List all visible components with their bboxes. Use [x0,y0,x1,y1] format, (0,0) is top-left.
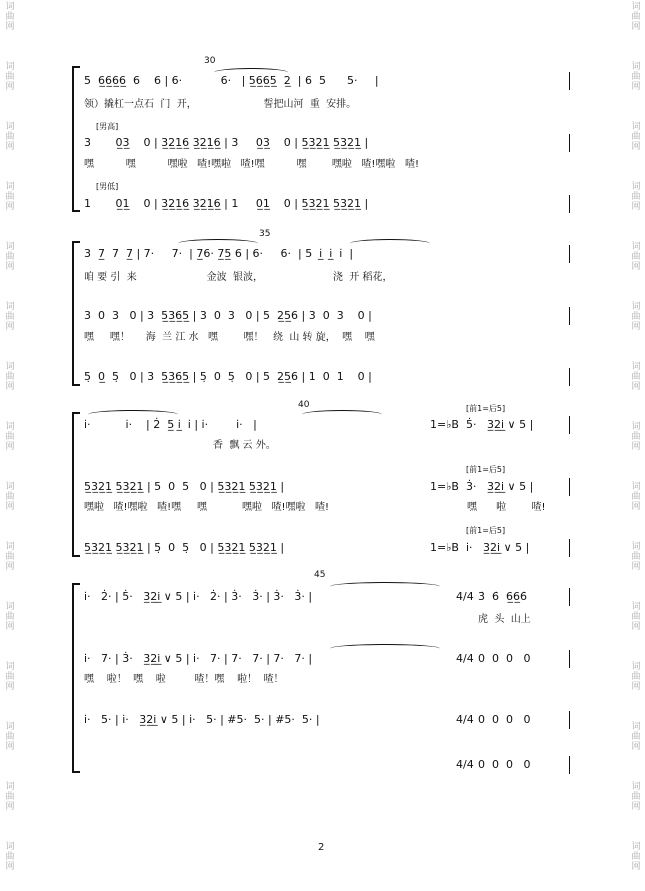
tenor-lyric-line: 嘿 嘿 嘿啦 喳!嘿啦 喳!嘿 嘿 嘿啦 喳!嘿啦 喳! [84,159,419,170]
watermark-char: 词 [5,662,15,672]
key-change-note: [前1=后5] [466,404,506,413]
watermark-char: 网 [5,382,15,392]
watermark-char: 曲 [631,72,641,82]
watermark-char: 网 [5,262,15,272]
watermark-char: 词 [5,542,15,552]
page-number: 2 [318,842,325,853]
system-brace [72,66,74,212]
watermark-left [4,2,16,32]
watermark-char: 曲 [5,432,15,442]
watermark-char: 词 [5,602,15,612]
extra-rest-bar: 0 0 0 0 [478,758,531,771]
watermark-char: 词 [631,842,641,852]
tie-arc [302,410,382,419]
watermark-char: 词 [5,242,15,252]
watermark-left [4,362,16,392]
watermark-char: 网 [631,802,641,812]
lyric-line: 虎 头 山上 [478,614,531,625]
key-change: 1=♭B [430,541,459,554]
watermark-right [630,362,642,392]
tenor-lyric-line: 嘿 啦！ 嘿 啦 喳！嘿 啦！ 喳！ [84,674,284,685]
watermark-char: 曲 [5,12,15,22]
watermark-char: 曲 [631,432,641,442]
time-signature: 4/4 [456,713,474,726]
watermark-char: 曲 [631,732,641,742]
watermark-char: 曲 [5,492,15,502]
watermark-char: 词 [5,122,15,132]
watermark-char: 曲 [5,72,15,82]
tenor-lyric-line: 嘿啦 喳!嘿啦 喳!嘿 嘿 嘿啦 喳!嘿啦 喳! [84,502,330,513]
watermark-char: 词 [631,542,641,552]
tenor-line: 5̲3̲2̲1̲ 5̲3̲2̲1̲ | 5 0 5 0 | 5̲3̲2̲1̲ 5̲3̲2̲1̲ | [84,480,285,493]
watermark-char: 曲 [631,612,641,622]
watermark-char: 网 [631,202,641,212]
bass-line: 5̣ 0̲ 5̣ 0 | 3 5̲3̲6̲5̲ | 5̣ 0 5̣ 0 | 5 2̲5̲6 | 1 0 1 0 | [84,370,372,383]
watermark-left [4,602,16,632]
watermark-char: 网 [5,502,15,512]
watermark-right [630,302,642,332]
time-signature: 4/4 [456,652,474,665]
watermark-left [4,722,16,752]
time-signature: 4/4 [456,758,474,771]
watermark-right [630,482,642,512]
voice-tag-male-high: [男高] [96,122,119,131]
watermark-char: 网 [631,682,641,692]
watermark-left [4,122,16,152]
watermark-char: 词 [5,2,15,12]
watermark-char: 网 [5,862,15,872]
measure-number: 45 [314,570,326,580]
tie-arc [330,644,440,653]
tenor-lyric-line: 嘿 嘿！ 海 兰 江 水 嘿 嘿！ 绕 山 转 旋， 嘿 嘿 [84,332,375,343]
bass-line: 5̲3̲2̲1̲ 5̲3̲2̲1̲ | 5̣ 0 5̣ 0 | 5̲3̲2̲1̲ 5̲3̲2̲1̲ | [84,541,285,554]
watermark-char: 曲 [5,852,15,862]
watermark-right [630,722,642,752]
watermark-char: 词 [631,302,641,312]
melody-after-key: 5̇· 3̲2̲i̲ ∨ 5 | [466,418,534,431]
watermark-char: 词 [5,842,15,852]
watermark-char: 词 [5,182,15,192]
tie-arc [178,239,258,248]
barline [569,539,570,557]
watermark-char: 网 [5,142,15,152]
barline [569,134,570,152]
watermark-char: 曲 [631,12,641,22]
melody-line: i̇· i̇· | 2̇ 5̲ i̲̇ i̇ | i̇· i̇· | [84,418,257,431]
barline [569,195,570,213]
barline [569,588,570,606]
measure-number: 30 [204,56,216,66]
watermark-char: 网 [631,262,641,272]
barline [569,307,570,325]
watermark-char: 网 [631,622,641,632]
watermark-left [4,482,16,512]
watermark-char: 网 [5,562,15,572]
watermark-char: 网 [631,562,641,572]
key-change-note: [前1=后5] [466,465,506,474]
tenor-line: i̇· 7· | 3̇· 3̲2̲i̲ ∨ 5 | i̇· 7· | 7· 7· | 7· 7· | [84,652,313,665]
tenor-lyric-after-key: 嘿 啦 喳! [467,502,546,513]
watermark-char: 词 [631,62,641,72]
system-brace [72,241,74,386]
bass-line: 1 0̲1̲ 0 | 3̲2̲1̲6̲ 3̲2̲1̲6̲ | 1 0̲1̲ 0 | 5̲3̲2̲1̲ 5̲3̲2̲1̲ | [84,197,369,210]
barline [569,368,570,386]
tie-arc [350,239,430,248]
voice-tag-male-low: [男低] [96,182,119,191]
lyric-line: 香 飘 云 外。 [213,440,276,451]
time-signature: 4/4 [456,590,474,603]
watermark-right [630,122,642,152]
melody-line: 5 6̲6̲6̲6̲ 6 6 | 6· 6· | 5̲6̲6̲5̲ 2̲ | 6 5 5· | [84,74,379,87]
barline [569,72,570,90]
watermark-char: 词 [5,62,15,72]
watermark-right [630,62,642,92]
watermark-char: 网 [631,82,641,92]
watermark-char: 曲 [5,672,15,682]
watermark-char: 曲 [5,312,15,322]
watermark-char: 词 [631,122,641,132]
system-brace [72,583,74,773]
barline [569,245,570,263]
watermark-right [630,662,642,692]
watermark-char: 曲 [5,132,15,142]
barline [569,650,570,668]
watermark-char: 曲 [5,372,15,382]
watermark-left [4,242,16,272]
watermark-char: 网 [631,502,641,512]
watermark-char: 网 [5,442,15,452]
watermark-char: 曲 [5,552,15,562]
watermark-char: 词 [5,362,15,372]
watermark-right [630,242,642,272]
watermark-right [630,602,642,632]
watermark-char: 词 [631,242,641,252]
watermark-char: 词 [631,662,641,672]
watermark-char: 词 [631,602,641,612]
watermark-char: 网 [631,322,641,332]
watermark-char: 网 [5,322,15,332]
watermark-char: 曲 [631,372,641,382]
watermark-char: 曲 [631,852,641,862]
tie-arc [330,582,440,591]
watermark-right [630,542,642,572]
watermark-char: 词 [631,182,641,192]
bass-after-key: i̇· 3̲2̲i̲ ∨ 5 | [466,541,530,554]
melody-line-end: 3̇ 6̇ 6̲6̲6̇ [478,590,527,603]
watermark-char: 曲 [5,192,15,202]
barline [569,416,570,434]
watermark-left [4,782,16,812]
tenor-line: 3 0 3 0 | 3 5̲3̲6̲5̲ | 3 0 3 0 | 5 2̲5̲6 | 3 0 3 0 | [84,309,372,322]
watermark-char: 曲 [5,612,15,622]
barline [569,711,570,729]
watermark-char: 网 [5,82,15,92]
watermark-right [630,182,642,212]
watermark-char: 网 [631,382,641,392]
watermark-char: 词 [631,782,641,792]
watermark-char: 词 [5,422,15,432]
lyric-line: 领）撬杠一点石 门 开， 誓把山河 重 安排。 [84,99,357,110]
watermark-char: 网 [5,742,15,752]
watermark-char: 网 [5,202,15,212]
watermark-char: 网 [5,22,15,32]
watermark-char: 网 [5,802,15,812]
measure-number: 35 [259,229,271,239]
melody-line: 3 7̲ 7 7̲ | 7· 7· | 7̲6· 7̲5̲ 6 | 6· 6· | 5 i̲̇ i̲̇ i̇ | [84,247,354,260]
watermark-char: 词 [5,482,15,492]
watermark-left [4,182,16,212]
watermark-left [4,542,16,572]
watermark-left [4,62,16,92]
watermark-left [4,302,16,332]
barline [569,478,570,496]
watermark-char: 词 [631,2,641,12]
watermark-char: 词 [5,722,15,732]
tenor-rest-bar: 0 0 0 0 [478,652,531,665]
watermark-right [630,422,642,452]
watermark-char: 网 [631,742,641,752]
system-brace [72,412,74,557]
key-change: 1=♭B [430,418,459,431]
key-change-note: [前1=后5] [466,526,506,535]
watermark-char: 网 [631,442,641,452]
bass-line: i̇· 5· | i̇· 3̲2̲i̲ ∨ 5 | i̇· 5· | #5· 5· | #5· 5· | [84,713,320,726]
watermark-char: 网 [631,142,641,152]
barline [569,756,570,774]
watermark-char: 曲 [631,492,641,502]
tenor-line: 3 0̲3̲ 0 | 3̲2̲1̲6̲ 3̲2̲1̲6̲ | 3 0̲3̲ 0 | 5̲3̲2̲1̲ 5̲3̲2̲1̲ | [84,136,369,149]
watermark-char: 词 [631,722,641,732]
watermark-left [4,662,16,692]
watermark-char: 曲 [631,312,641,322]
melody-line: i̇· 2̇· | 5̇· 3̲2̲i̲ ∨ 5 | i̇· 2̇· | 3̇· 3̇· | 3̇· 3̇· | [84,590,313,603]
watermark-char: 词 [5,782,15,792]
watermark-char: 曲 [5,252,15,262]
watermark-char: 曲 [631,552,641,562]
watermark-char: 网 [631,862,641,872]
watermark-char: 曲 [631,252,641,262]
watermark-right [630,2,642,32]
watermark-char: 曲 [5,732,15,742]
bass-rest-bar: 0 0 0 0 [478,713,531,726]
watermark-char: 词 [631,482,641,492]
watermark-char: 网 [5,622,15,632]
watermark-char: 网 [631,22,641,32]
watermark-char: 词 [5,302,15,312]
watermark-right [630,782,642,812]
key-change: 1=♭B [430,480,459,493]
watermark-right [630,842,642,872]
tenor-after-key: 3̇· 3̲2̲i̲ ∨ 5 | [466,480,534,493]
watermark-char: 曲 [631,192,641,202]
tie-arc [88,410,178,419]
watermark-char: 曲 [631,792,641,802]
watermark-left [4,842,16,872]
tie-arc [214,68,288,77]
watermark-char: 曲 [631,672,641,682]
watermark-char: 网 [5,682,15,692]
watermark-left [4,422,16,452]
watermark-char: 词 [631,422,641,432]
measure-number: 40 [298,400,310,410]
watermark-char: 曲 [5,792,15,802]
lyric-line: 咱 要 引 来 金波 银波， 浇 开 稻花， [84,272,393,283]
watermark-char: 词 [631,362,641,372]
watermark-char: 曲 [631,132,641,142]
